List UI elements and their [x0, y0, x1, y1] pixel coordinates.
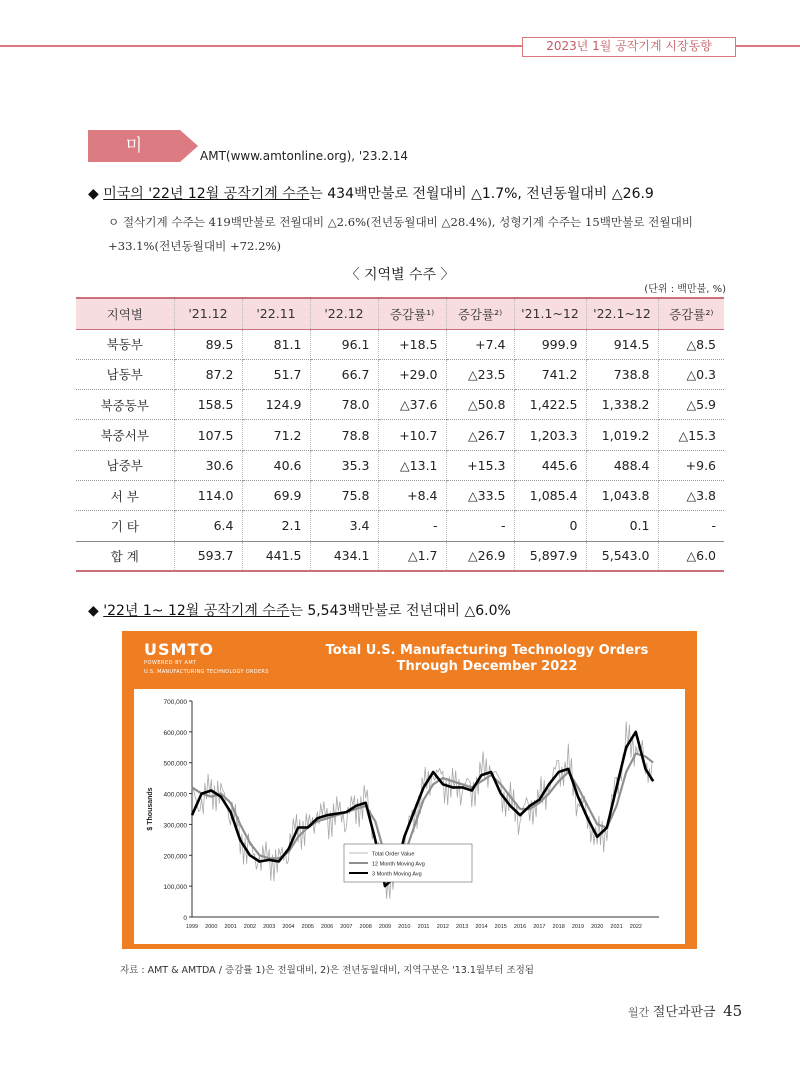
value-cell: +10.7 — [378, 420, 446, 450]
value-cell: 1,019.2 — [586, 420, 658, 450]
table-header: 증감률²⁾ — [446, 298, 514, 329]
table-title: 〈 지역별 수주 〉 — [345, 267, 455, 283]
x-tick-label: 2013 — [456, 924, 469, 930]
region-cell: 남동부 — [76, 359, 174, 389]
value-cell: 1,338.2 — [586, 390, 658, 420]
value-cell: - — [658, 511, 724, 541]
value-cell: 30.6 — [174, 450, 242, 480]
table-row — [76, 480, 724, 510]
header-tab: 2023년 1월 공작기계 시장동향 — [522, 37, 736, 57]
value-cell: +9.6 — [658, 450, 724, 480]
x-tick-label: 2017 — [533, 924, 546, 930]
value-cell: 114.0 — [174, 480, 242, 510]
y-tick-label: 700,000 — [163, 699, 187, 706]
value-cell: 1,085.4 — [514, 480, 586, 510]
table-header: '21.1~12 — [514, 298, 586, 329]
value-cell: 66.7 — [310, 359, 378, 389]
value-cell: 1,203.3 — [514, 420, 586, 450]
x-tick-label: 2006 — [320, 924, 334, 930]
region-cell: 북중동부 — [76, 390, 174, 420]
value-cell: 69.9 — [242, 480, 310, 510]
bullet-1 — [88, 183, 654, 203]
value-cell: △23.5 — [446, 359, 514, 389]
value-cell: 3.4 — [310, 511, 378, 541]
chart-subtitle: Through December 2022 — [396, 659, 578, 674]
total-value-cell: 5,897.9 — [514, 541, 586, 571]
x-tick-label: 2004 — [282, 924, 295, 930]
value-cell: △0.3 — [658, 359, 724, 389]
bullet-2 — [88, 600, 511, 620]
y-tick-label: 500,000 — [163, 760, 187, 768]
y-tick-label: 200,000 — [163, 853, 187, 861]
chart-title-block — [297, 643, 677, 675]
chart-svg — [134, 689, 685, 944]
sub-bullet-text: 절삭기계 수주는 419백만불로 전월대비 △2.6%(전년동월대비 △28.4%), 성형기계 수주는 15백만불로 전월대비 +33.1%(전년동월대비 +72.2%) — [108, 215, 693, 253]
x-tick-label: 2012 — [436, 924, 449, 930]
value-cell: 71.2 — [242, 420, 310, 450]
page-footer — [628, 1001, 742, 1020]
x-tick-label: 2008 — [359, 924, 372, 930]
table-header: '22.1~12 — [586, 298, 658, 329]
value-cell: 0.1 — [586, 511, 658, 541]
footer-label: 월간 — [628, 1006, 650, 1019]
y-tick-label: 600,000 — [163, 729, 187, 737]
bullet-1-underlined: 미국의 '22년 12월 공작기계 수주 — [103, 186, 310, 202]
legend-label: 3 Month Moving Avg — [372, 871, 422, 878]
table-header: 증감률¹⁾ — [378, 298, 446, 329]
value-cell: +29.0 — [378, 359, 446, 389]
value-cell: 488.4 — [586, 450, 658, 480]
chart-title: Total U.S. Manufacturing Technology Orders — [325, 643, 649, 658]
value-cell: 87.2 — [174, 359, 242, 389]
x-tick-label: 2022 — [629, 924, 642, 930]
x-tick-label: 2000 — [205, 924, 218, 930]
value-cell: +7.4 — [446, 329, 514, 359]
x-tick-label: 2007 — [340, 924, 353, 930]
value-cell: △37.6 — [378, 390, 446, 420]
region-cell: 기 타 — [76, 511, 174, 541]
table-unit: (단위 : 백만불, %) — [644, 284, 726, 295]
value-cell: 6.4 — [174, 511, 242, 541]
value-cell: 1,043.8 — [586, 480, 658, 510]
region-cell: 남중부 — [76, 450, 174, 480]
logo-sub2: U.S. MANUFACTURING TECHNOLOGY ORDERS — [144, 669, 269, 675]
total-value-cell: 593.7 — [174, 541, 242, 571]
value-cell: 124.9 — [242, 390, 310, 420]
value-cell: 914.5 — [586, 329, 658, 359]
chart-plot-area — [134, 689, 685, 944]
usmto-logo — [144, 640, 269, 675]
total-value-cell: △6.0 — [658, 541, 724, 571]
sub-bullet-mark: ㅇ — [108, 215, 120, 229]
value-cell: △33.5 — [446, 480, 514, 510]
x-tick-label: 2002 — [243, 924, 257, 930]
total-value-cell: △1.7 — [378, 541, 446, 571]
table-header: '22.12 — [310, 298, 378, 329]
value-cell: 107.5 — [174, 420, 242, 450]
value-cell: 78.0 — [310, 390, 378, 420]
logo-sub1: POWERED BY AMT — [144, 660, 197, 666]
total-value-cell: △26.9 — [446, 541, 514, 571]
value-cell: 738.8 — [586, 359, 658, 389]
value-cell: 158.5 — [174, 390, 242, 420]
bullet-2-text: 는 5,543백만불로 전년대비 △6.0% — [289, 603, 511, 619]
x-tick-label: 2005 — [301, 924, 314, 930]
orders-chart — [122, 631, 697, 949]
x-tick-label: 2010 — [398, 924, 411, 930]
total-value-cell: 441.5 — [242, 541, 310, 571]
region-cell: 북중서부 — [76, 420, 174, 450]
footer-magazine: 절단과판금 — [652, 1005, 716, 1020]
x-tick-label: 2011 — [417, 924, 430, 930]
y-tick-label: 0 — [183, 915, 187, 922]
x-tick-label: 2001 — [224, 924, 237, 930]
value-cell: 2.1 — [242, 511, 310, 541]
x-tick-label: 2016 — [513, 924, 527, 930]
y-axis-label: $ Thousands — [147, 787, 154, 831]
value-cell: △5.9 — [658, 390, 724, 420]
table-header: '21.12 — [174, 298, 242, 329]
value-cell: △50.8 — [446, 390, 514, 420]
value-cell: 75.8 — [310, 480, 378, 510]
bullet-2-underlined: '22년 1~ 12월 공작기계 수주 — [103, 603, 290, 619]
region-cell: 북동부 — [76, 329, 174, 359]
bullet-1-text: 는 434백만불로 전월대비 △1.7%, 전년동월대비 △26.9 — [309, 186, 654, 202]
table-row — [76, 390, 724, 420]
table-row — [76, 450, 724, 480]
y-tick-label: 100,000 — [163, 884, 187, 892]
table-row — [76, 420, 724, 450]
region-orders-table — [76, 297, 724, 572]
x-tick-label: 2021 — [610, 924, 623, 930]
x-tick-label: 2018 — [552, 924, 565, 930]
value-cell: 0 — [514, 511, 586, 541]
table-row — [76, 511, 724, 541]
x-tick-label: 2015 — [494, 924, 507, 930]
legend-label: 12 Month Moving Avg — [372, 861, 425, 868]
x-tick-label: 2003 — [263, 924, 276, 930]
table-header-row — [76, 298, 724, 329]
source-note: 자료 : AMT & AMTDA / 증감률 1)은 전월대비, 2)은 전년동월대비, 지역구분은 '13.1월부터 조정됨 — [120, 965, 534, 976]
section-badge — [88, 130, 198, 188]
x-tick-label: 2014 — [475, 924, 488, 930]
x-tick-label: 2019 — [571, 924, 585, 930]
value-cell: △3.8 — [658, 480, 724, 510]
value-cell: 1,422.5 — [514, 390, 586, 420]
value-cell: 81.1 — [242, 329, 310, 359]
region-cell: 서 부 — [76, 480, 174, 510]
value-cell: 999.9 — [514, 329, 586, 359]
value-cell: 35.3 — [310, 450, 378, 480]
y-tick-label: 300,000 — [163, 822, 187, 830]
x-tick-label: 2009 — [378, 924, 392, 930]
value-cell: 78.8 — [310, 420, 378, 450]
table-row — [76, 359, 724, 389]
value-cell: △8.5 — [658, 329, 724, 359]
table-row — [76, 329, 724, 359]
table-header: 지역별 — [76, 298, 174, 329]
value-cell: 445.6 — [514, 450, 586, 480]
table-header: 증감률²⁾ — [658, 298, 724, 329]
value-cell: △15.3 — [658, 420, 724, 450]
x-tick-label: 2020 — [591, 924, 604, 930]
section-badge-text: 미 국 — [125, 136, 157, 188]
value-cell: △13.1 — [378, 450, 446, 480]
diamond-icon: ◆ — [88, 603, 99, 619]
value-cell: 51.7 — [242, 359, 310, 389]
value-cell: 96.1 — [310, 329, 378, 359]
value-cell: - — [378, 511, 446, 541]
y-tick-label: 400,000 — [163, 791, 187, 799]
value-cell: △26.7 — [446, 420, 514, 450]
section-source: AMT(www.amtonline.org), '23.2.14 — [200, 149, 408, 163]
value-cell: +18.5 — [378, 329, 446, 359]
legend-label: Total Order Value — [372, 851, 415, 858]
value-cell: 89.5 — [174, 329, 242, 359]
diamond-icon: ◆ — [88, 186, 99, 202]
total-value-cell: 5,543.0 — [586, 541, 658, 571]
total-value-cell: 434.1 — [310, 541, 378, 571]
table-total-row — [76, 541, 724, 571]
sub-bullet — [108, 210, 728, 258]
logo-text: USMTO — [144, 640, 214, 659]
total-label-cell: 합 계 — [76, 541, 174, 571]
value-cell: +15.3 — [446, 450, 514, 480]
value-cell: - — [446, 511, 514, 541]
value-cell: +8.4 — [378, 480, 446, 510]
value-cell: 741.2 — [514, 359, 586, 389]
value-cell: 40.6 — [242, 450, 310, 480]
page-number: 45 — [723, 1002, 743, 1020]
table-header: '22.11 — [242, 298, 310, 329]
x-tick-label: 1999 — [185, 924, 199, 930]
